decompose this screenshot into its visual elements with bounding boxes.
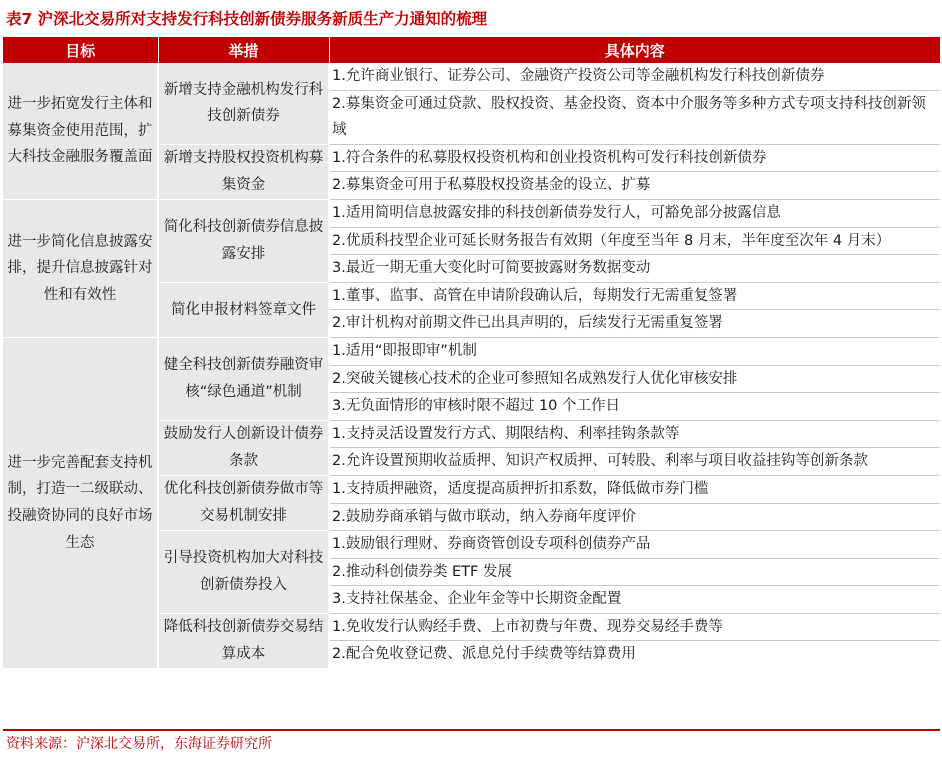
measure-cell: 新增支持股权投资机构募集资金 (158, 144, 329, 199)
header-detail: 具体内容 (329, 37, 940, 63)
policy-table (3, 37, 940, 668)
detail-cell: 1.董事、监事、高管在申请阶段确认后，每期发行无需重复签署 (329, 282, 940, 310)
measure-cell: 健全科技创新债券融资审核“绿色通道”机制 (158, 337, 329, 420)
table-row (3, 337, 940, 365)
detail-cell: 2.优质科技型企业可延长财务报告有效期（年度至当年 8 月末，半年度至次年 4 月末） (329, 227, 940, 255)
goal-cell-2: 进一步简化信息披露安排，提升信息披露针对性和有效性 (3, 199, 158, 337)
header-goal: 目标 (3, 37, 158, 63)
detail-cell: 1.适用“即报即审”机制 (329, 337, 940, 365)
source-note: 资料来源：沪深北交易所，东海证券研究所 (6, 736, 272, 752)
measure-cell: 优化科技创新债券做市等交易机制安排 (158, 475, 329, 530)
goal-cell-3: 进一步完善配套支持机制，打造一二级联动、投融资协同的良好市场生态 (3, 337, 158, 668)
measure-cell: 简化申报材料签章文件 (158, 282, 329, 337)
goal-cell-1: 进一步拓宽发行主体和募集资金使用范围，扩大科技金融服务覆盖面 (3, 63, 158, 199)
detail-cell: 3.支持社保基金、企业年金等中长期资金配置 (329, 586, 940, 614)
measure-cell: 降低科技创新债券交易结算成本 (158, 613, 329, 668)
header-measure: 举措 (158, 37, 329, 63)
detail-cell: 2.鼓励券商承销与做市联动，纳入券商年度评价 (329, 503, 940, 531)
table-row (3, 63, 940, 90)
detail-cell: 1.允许商业银行、证券公司、金融资产投资公司等金融机构发行科技创新债券 (329, 63, 940, 90)
measure-cell: 简化科技创新债券信息披露安排 (158, 199, 329, 282)
measure-cell: 新增支持金融机构发行科技创新债券 (158, 63, 329, 144)
detail-cell: 2.募集资金可用于私募股权投资基金的设立、扩募 (329, 172, 940, 200)
table-header-row (3, 37, 940, 63)
detail-cell: 2.突破关键核心技术的企业可参照知名成熟发行人优化审核安排 (329, 365, 940, 393)
detail-cell: 3.无负面情形的审核时限不超过 10 个工作日 (329, 393, 940, 421)
table-bottom-rule (3, 729, 940, 731)
detail-cell: 1.适用简明信息披露安排的科技创新债券发行人，可豁免部分披露信息 (329, 199, 940, 227)
detail-cell: 2.配合免收登记费、派息兑付手续费等结算费用 (329, 641, 940, 668)
table-row (3, 199, 940, 227)
detail-cell: 1.支持质押融资，适度提高质押折扣系数，降低做市券门槛 (329, 475, 940, 503)
detail-cell: 2.推动科创债券类 ETF 发展 (329, 558, 940, 586)
detail-cell: 1.免收发行认购经手费、上市初费与年费、现券交易经手费等 (329, 613, 940, 641)
measure-cell: 鼓励发行人创新设计债券条款 (158, 420, 329, 475)
measure-cell: 引导投资机构加大对科技创新债券投入 (158, 531, 329, 614)
detail-cell: 1.鼓励银行理财、券商资管创设专项科创债券产品 (329, 531, 940, 559)
detail-cell: 2.募集资金可通过贷款、股权投资、基金投资、资本中介服务等多种方式专项支持科技创新领域 (329, 90, 940, 144)
detail-cell: 1.符合条件的私募股权投资机构和创业投资机构可发行科技创新债券 (329, 144, 940, 172)
detail-cell: 3.最近一期无重大变化时可简要披露财务数据变动 (329, 255, 940, 283)
detail-cell: 1.支持灵活设置发行方式、期限结构、利率挂钩条款等 (329, 420, 940, 448)
detail-cell: 2.审计机构对前期文件已出具声明的，后续发行无需重复签署 (329, 310, 940, 338)
detail-cell: 2.允许设置预期收益质押、知识产权质押、可转股、利率与项目收益挂钩等创新条款 (329, 448, 940, 476)
table-title: 表7 沪深北交易所对支持发行科技创新债券服务新质生产力通知的梳理 (6, 10, 488, 28)
